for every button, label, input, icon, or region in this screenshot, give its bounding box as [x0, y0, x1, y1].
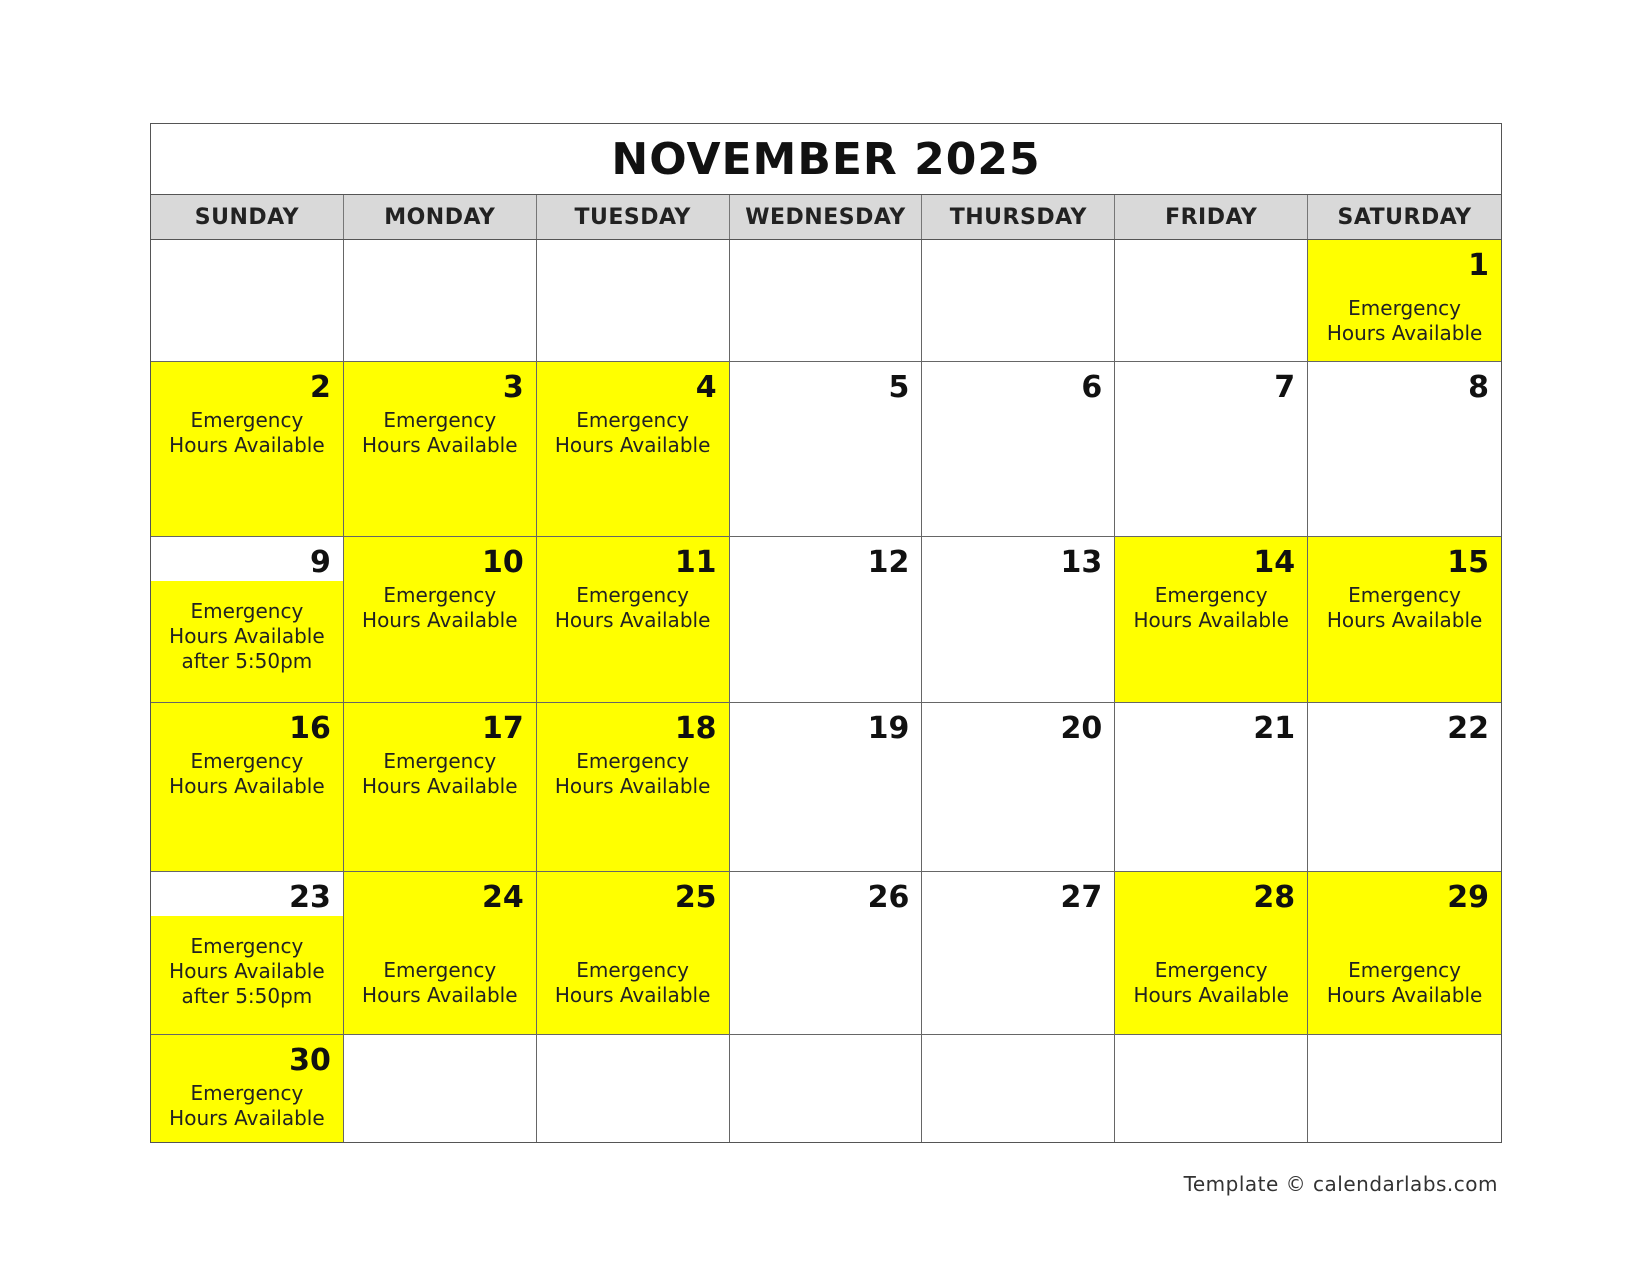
day-cell-15 [1308, 537, 1501, 703]
empty-day-cell [730, 240, 923, 362]
day-note: Emergency Hours Available [362, 749, 518, 798]
day-cell-6 [922, 362, 1115, 537]
day-cell-30 [151, 1035, 344, 1142]
day-number: 23 [289, 880, 331, 915]
day-number: 9 [309, 545, 331, 580]
day-cell-19 [730, 703, 923, 872]
weekday-friday: FRIDAY [1115, 195, 1308, 239]
day-cell-7 [1115, 362, 1308, 537]
calendar-grid [151, 240, 1501, 1142]
weekday-wednesday: WEDNESDAY [730, 195, 923, 239]
day-note: Emergency Hours Available [362, 958, 518, 1007]
calendar-title: NOVEMBER 2025 [151, 124, 1501, 195]
day-note: Emergency Hours Available [1326, 296, 1483, 345]
empty-day-cell [730, 1035, 923, 1142]
weekday-sunday: SUNDAY [151, 195, 344, 239]
day-number: 5 [888, 370, 910, 405]
day-number: 1 [1468, 248, 1489, 283]
day-number: 14 [1253, 545, 1296, 580]
day-note: Emergency Hours Available [1326, 583, 1483, 632]
day-number: 8 [1468, 370, 1489, 405]
day-number: 11 [674, 545, 717, 580]
day-cell-9 [151, 537, 344, 703]
empty-day-cell [1308, 1035, 1501, 1142]
day-note: Emergency Hours Available [169, 749, 325, 798]
day-note: Emergency Hours Available [554, 958, 711, 1007]
day-number: 15 [1447, 545, 1489, 580]
empty-day-cell [1115, 240, 1308, 362]
day-number: 12 [867, 545, 910, 580]
day-number: 3 [502, 370, 524, 405]
empty-day-cell [344, 240, 537, 362]
day-number: 17 [481, 711, 524, 746]
day-cell-28 [1115, 872, 1308, 1035]
day-note: Emergency Hours Available [554, 408, 711, 457]
day-cell-11 [537, 537, 730, 703]
day-cell-4 [537, 362, 730, 537]
day-cell-29 [1308, 872, 1501, 1035]
day-cell-17 [344, 703, 537, 872]
day-cell-20 [922, 703, 1115, 872]
day-cell-26 [730, 872, 923, 1035]
empty-day-cell [537, 1035, 730, 1142]
day-number: 30 [289, 1043, 331, 1078]
day-cell-10 [344, 537, 537, 703]
weekday-tuesday: TUESDAY [537, 195, 730, 239]
day-cell-2 [151, 362, 344, 537]
day-number: 29 [1447, 880, 1489, 915]
day-cell-12 [730, 537, 923, 703]
weekday-monday: MONDAY [344, 195, 537, 239]
day-number: 21 [1253, 711, 1296, 746]
day-number: 10 [481, 545, 524, 580]
empty-day-cell [151, 240, 344, 362]
empty-day-cell [1115, 1035, 1308, 1142]
day-number: 6 [1081, 370, 1103, 405]
day-number: 25 [674, 880, 717, 915]
day-cell-8 [1308, 362, 1501, 537]
day-cell-14 [1115, 537, 1308, 703]
day-number: 20 [1060, 711, 1103, 746]
day-note: Emergency Hours Available after 5:50pm [169, 599, 325, 673]
day-note: Emergency Hours Available [1133, 583, 1289, 632]
day-note: Emergency Hours Available [554, 749, 711, 798]
day-note: Emergency Hours Available [1326, 958, 1483, 1007]
empty-day-cell [922, 240, 1115, 362]
day-cell-23 [151, 872, 344, 1035]
day-number: 26 [867, 880, 910, 915]
day-cell-22 [1308, 703, 1501, 872]
calendar [150, 123, 1502, 1143]
weekday-thursday: THURSDAY [922, 195, 1115, 239]
empty-day-cell [537, 240, 730, 362]
day-number: 27 [1060, 880, 1103, 915]
day-number: 16 [289, 711, 331, 746]
day-cell-13 [922, 537, 1115, 703]
day-note: Emergency Hours Available [169, 1081, 325, 1130]
day-number: 22 [1447, 711, 1489, 746]
day-cell-5 [730, 362, 923, 537]
weekday-saturday: SATURDAY [1337, 204, 1472, 230]
day-cell-1 [1308, 240, 1501, 362]
day-number: 4 [695, 370, 717, 405]
weekday-header-row [151, 195, 1501, 240]
day-cell-16 [151, 703, 344, 872]
day-note: Emergency Hours Available [362, 408, 518, 457]
empty-day-cell [344, 1035, 537, 1142]
day-number: 13 [1060, 545, 1103, 580]
day-number: 2 [309, 370, 331, 405]
day-note: Emergency Hours Available [169, 408, 325, 457]
day-number: 24 [481, 880, 524, 915]
day-cell-21 [1115, 703, 1308, 872]
day-cell-24 [344, 872, 537, 1035]
day-number: 7 [1274, 370, 1296, 405]
day-note: Emergency Hours Available [362, 583, 518, 632]
empty-day-cell [922, 1035, 1115, 1142]
day-number: 28 [1253, 880, 1296, 915]
day-cell-18 [537, 703, 730, 872]
day-number: 19 [867, 711, 910, 746]
day-note: Emergency Hours Available [1133, 958, 1289, 1007]
day-cell-27 [922, 872, 1115, 1035]
day-number: 18 [674, 711, 717, 746]
day-note: Emergency Hours Available after 5:50pm [169, 934, 325, 1008]
template-credit: Template © calendarlabs.com [1183, 1172, 1498, 1196]
day-cell-3 [344, 362, 537, 537]
day-cell-25 [537, 872, 730, 1035]
day-note: Emergency Hours Available [554, 583, 711, 632]
